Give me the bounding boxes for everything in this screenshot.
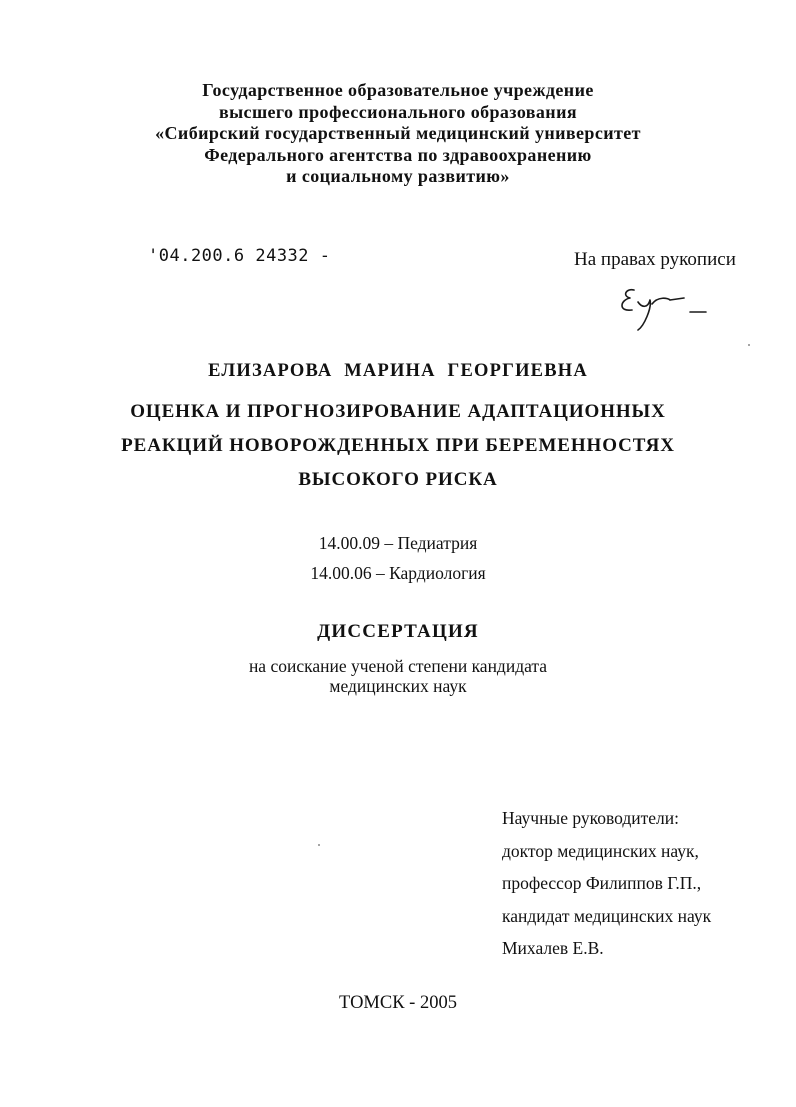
specialties (0, 528, 796, 588)
scan-speck (748, 344, 750, 346)
signature-icon (612, 282, 708, 334)
city-year: ТОМСК - 2005 (339, 993, 457, 1013)
institution-line: высшего профессионального образования (218, 101, 577, 122)
supervisors-line: доктор медицинских наук, (502, 840, 699, 861)
supervisors-line: Научные руководители: (502, 808, 679, 828)
institution-line: Федерального агентства по здравоохранению (204, 144, 592, 165)
specialty-item: 14.00.09 – Педиатрия (318, 533, 478, 553)
supervisors-line: профессор Филиппов Г.П., (502, 873, 702, 893)
institution-line: Государственное образовательное учреждение (202, 80, 594, 100)
supervisors-line: Михалев Е.В. (502, 938, 604, 958)
degree-line: медицинских наук (329, 676, 467, 696)
title-line: ВЫСОКОГО РИСКА (298, 469, 498, 490)
dissertation-title (0, 395, 796, 497)
scan-speck (318, 844, 320, 846)
title-line: РЕАКЦИЙ НОВОРОЖДЕННЫХ ПРИ БЕРЕМЕННОСТЯХ (121, 435, 675, 456)
registration-stamp: '04.200.6 24332 - (148, 246, 331, 266)
institution-line: и социальному развитию» (286, 166, 510, 186)
degree-statement (0, 656, 796, 696)
specialty-item: 14.00.06 – Кардиология (310, 563, 486, 583)
institution-header (0, 80, 796, 188)
degree-line: на соискание ученой степени кандидата (248, 656, 548, 676)
institution-line: «Сибирский государственный медицинский университет (155, 123, 641, 143)
title-line: ОЦЕНКА И ПРОГНОЗИРОВАНИЕ АДАПТАЦИОННЫХ (130, 401, 666, 422)
document-type: ДИССЕРТАЦИЯ (317, 621, 479, 642)
author-name: ЕЛИЗАРОВА МАРИНА ГЕОРГИЕВНА (208, 361, 588, 381)
supervisors-line: кандидат медицинских наук (502, 905, 712, 926)
manuscript-rights-label: На правах рукописи (574, 249, 736, 270)
supervisors-block (502, 802, 711, 965)
